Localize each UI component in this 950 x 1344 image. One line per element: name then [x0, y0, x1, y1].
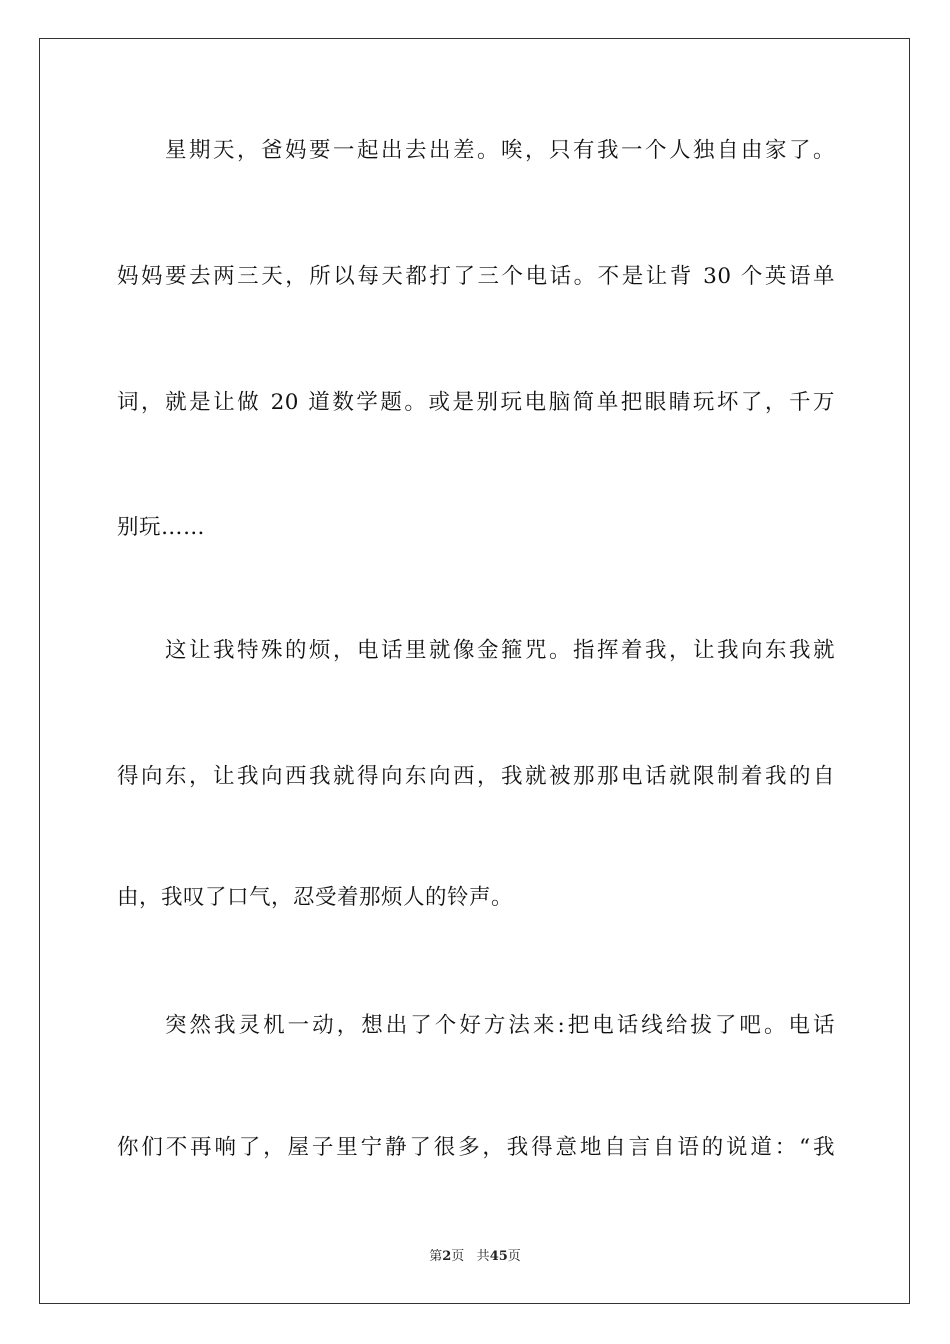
footer-page-number: 2 [442, 1249, 452, 1264]
footer-page-prefix: 第 [429, 1249, 443, 1264]
text-line-9: 你们不再响了，屋子里宁静了很多，我得意地自言自语的说道：“我 [117, 1135, 835, 1160]
text-line-1: 星期天，爸妈要一起出去出差。唉，只有我一个人独自由家了。 [165, 138, 835, 163]
text-line-4: 别玩…… [117, 515, 206, 540]
page-border [39, 38, 910, 1304]
text-line-2: 妈妈要去两三天，所以每天都打了三个电话。不是让背 30 个英语单 [117, 264, 835, 289]
text-line-6: 得向东，让我向西我就得向东向西，我就被那那电话就限制着我的自 [117, 764, 835, 789]
footer-page-suffix: 页 [451, 1249, 465, 1264]
page-footer [0, 1248, 950, 1266]
text-line-7: 由，我叹了口气，忍受着那烦人的铃声。 [117, 885, 514, 910]
footer-total-suffix: 页 [507, 1249, 521, 1264]
text-line-3: 词，就是让做 20 道数学题。或是别玩电脑简单把眼睛玩坏了，千万 [117, 390, 835, 415]
footer-total-prefix: 共 [476, 1249, 490, 1264]
text-line-5: 这让我特殊的烦，电话里就像金箍咒。指挥着我，让我向东我就 [165, 638, 835, 663]
text-line-8: 突然我灵机一动，想出了个好方法来:把电话线给拔了吧。电话 [165, 1013, 835, 1038]
footer-total-number: 45 [489, 1249, 508, 1264]
